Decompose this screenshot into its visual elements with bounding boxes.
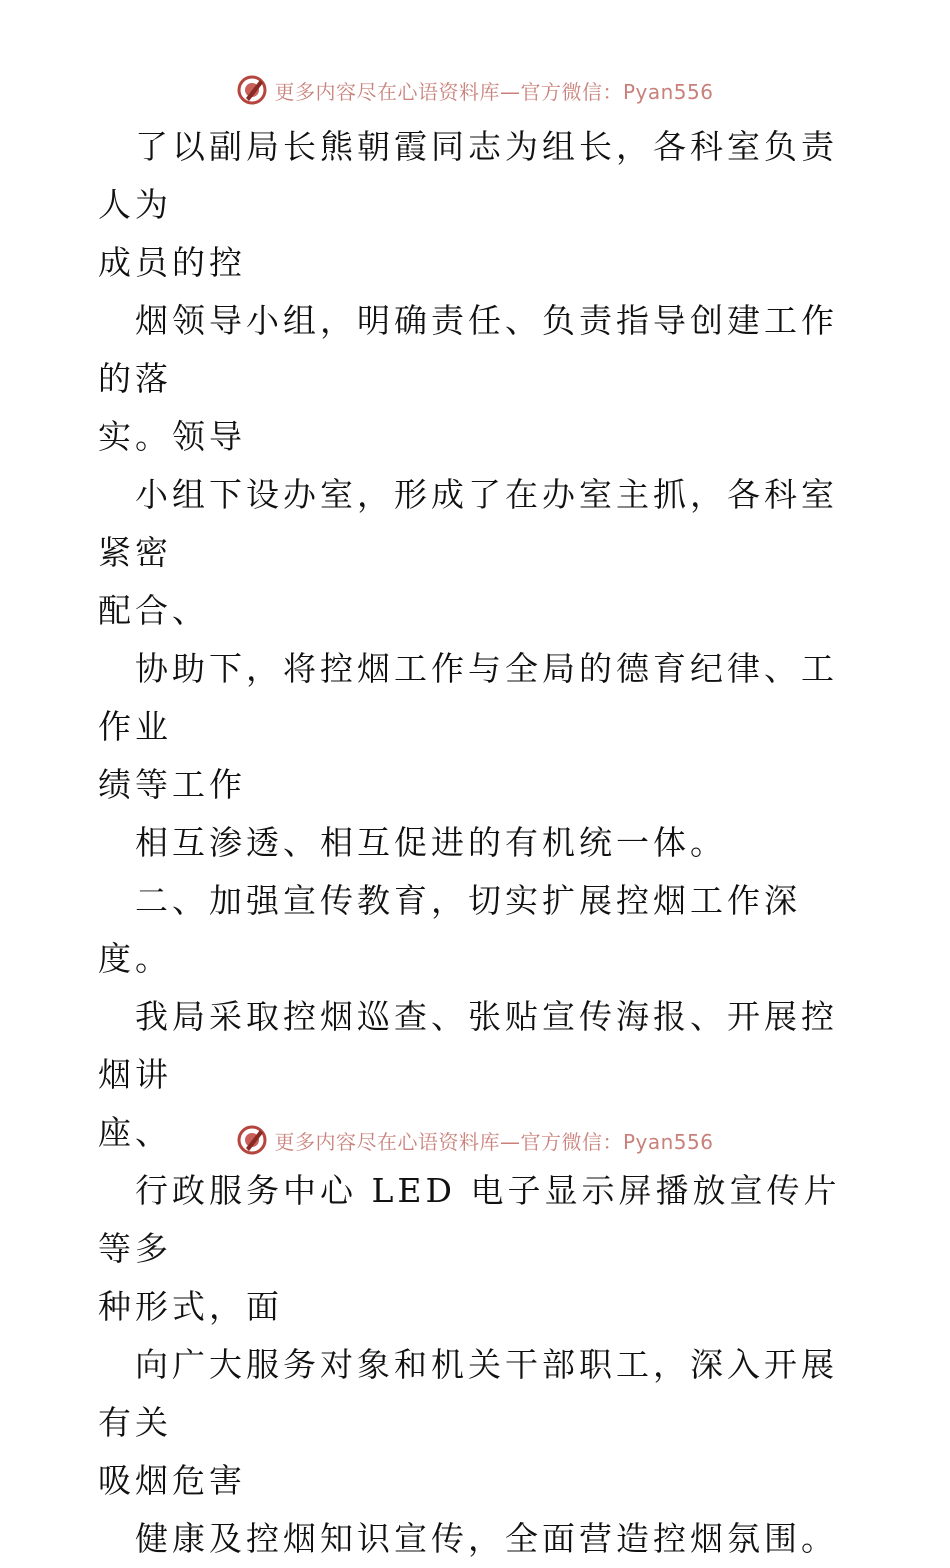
paragraph-line: 实。领导 (98, 417, 246, 456)
paragraph-line: 烟领导小组，明确责任、负责指导创建工作的落 (98, 301, 838, 398)
paragraph (98, 640, 858, 814)
paragraph-line: 健康及控烟知识宣传，全面营造控烟氛围。 (135, 1519, 838, 1558)
header-watermark (0, 70, 950, 110)
pen-logo-icon (236, 74, 268, 106)
paragraph-line: 吸烟危害 (98, 1461, 246, 1500)
paragraph-line: 了以副局长熊朝霞同志为组长，各科室负责人为 (98, 127, 838, 224)
paragraph-line: 成员的控 (98, 243, 246, 282)
watermark-text: 更多内容尽在心语资料库—官方微信：Pyan556 (274, 79, 714, 104)
paragraph (98, 292, 858, 466)
paragraph-line: 座、 (98, 1113, 172, 1152)
paragraph (98, 1336, 858, 1510)
paragraph (98, 814, 858, 872)
paragraph-line: 协助下，将控烟工作与全局的德育纪律、工作业 (98, 649, 838, 746)
pen-logo-icon (236, 1124, 268, 1156)
paragraph (98, 118, 858, 292)
paragraph (98, 1510, 858, 1568)
paragraph-line: 小组下设办室，形成了在办室主抓，各科室紧密 (98, 475, 838, 572)
paragraph (98, 466, 858, 640)
paragraph-line: 行政服务中心 LED 电子显示屏播放宣传片等多 (98, 1171, 841, 1268)
paragraph-line: 我局采取控烟巡查、张贴宣传海报、开展控烟讲 (98, 997, 838, 1094)
paragraph-line: 配合、 (98, 591, 209, 630)
section-heading (98, 872, 858, 988)
document-body (98, 118, 858, 1568)
footer-watermark (0, 1120, 950, 1160)
paragraph-line: 种形式，面 (98, 1287, 283, 1326)
paragraph (98, 1162, 858, 1336)
paragraph-line: 向广大服务对象和机关干部职工，深入开展有关 (98, 1345, 838, 1442)
paragraph-line: 绩等工作 (98, 765, 246, 804)
watermark-text: 更多内容尽在心语资料库—官方微信：Pyan556 (274, 1129, 714, 1154)
paragraph-line: 二、加强宣传教育，切实扩展控烟工作深度。 (98, 881, 801, 978)
paragraph-line: 相互渗透、相互促进的有机统一体。 (135, 823, 727, 862)
